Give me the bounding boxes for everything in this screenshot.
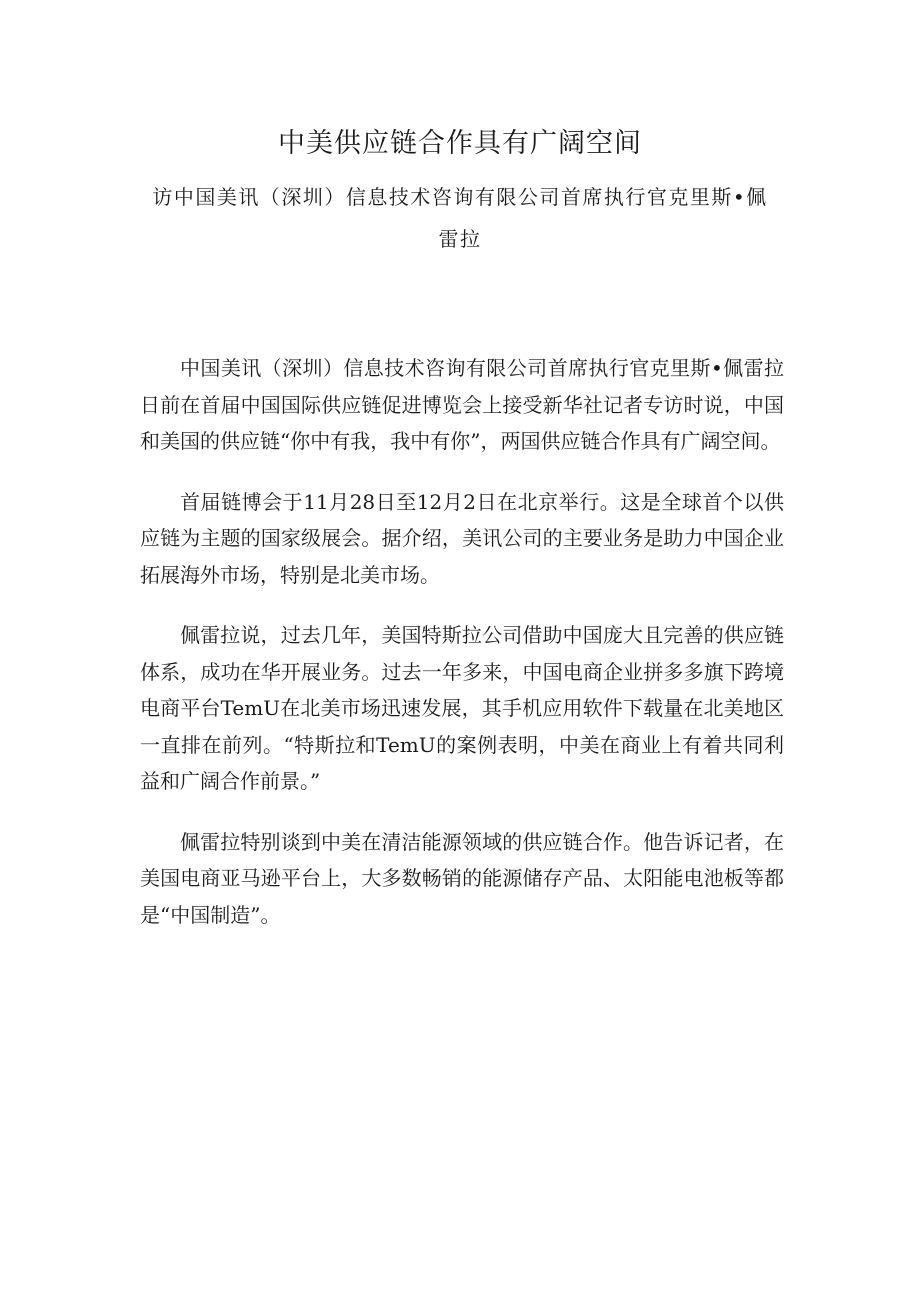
article-body (140, 350, 784, 957)
paragraph: 佩雷拉说，过去几年，美国特斯拉公司借助中国庞大且完善的供应链体系，成功在华开展业务。过去一年多来，中国电商企业拼多多旗下跨境电商平台TemU在北美市场迅速发展，其手机应用软件下载量在北美地区一直排在前列。“特斯拉和TemU的案例表明，中美在商业上有着共同利益和广阔合作前景。” (140, 623, 784, 793)
paragraph: 中国美讯（深圳）信息技术咨询有限公司首席执行官克里斯•佩雷拉日前在首届中国国际供应链促进博览会上接受新华社记者专访时说，中国和美国的供应链“你中有我，我中有你”，两国供应链合作具有广阔空间。 (140, 356, 784, 453)
article-subtitle: 访中国美讯（深圳）信息技术咨询有限公司首席执行官克里斯•佩雷拉 (152, 185, 768, 251)
paragraph: 佩雷拉特别谈到中美在清洁能源领域的供应链合作。他告诉记者，在美国电商亚马逊平台上，大多数畅销的能源储存产品、太阳能电池板等都是“中国制造”。 (140, 829, 784, 927)
paragraph: 首届链博会于11月28日至12月2日在北京举行。这是全球首个以供应链为主题的国家级展会。据介绍，美讯公司的主要业务是助力中国企业拓展海外市场，特别是北美市场。 (140, 489, 784, 587)
article-title: 中美供应链合作具有广阔空间 (278, 128, 642, 159)
